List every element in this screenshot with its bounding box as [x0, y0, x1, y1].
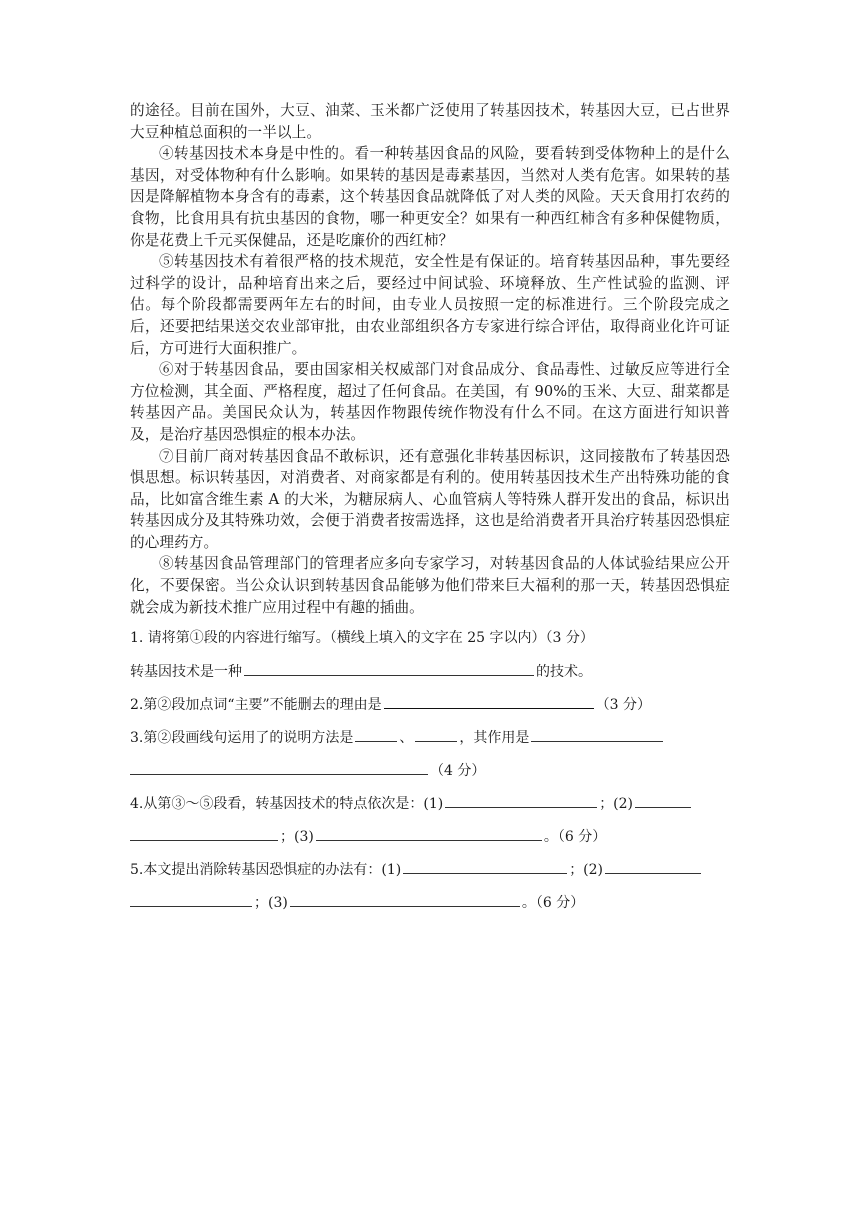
question-1-blank[interactable] [244, 661, 534, 676]
question-4-prompt: 4.从第③～⑤段看，转基因技术的特点依次是：(1) [130, 796, 444, 813]
question-1-prefix: 转基因技术是一种 [130, 664, 242, 681]
paragraph-7: ⑦目前厂商对转基因食品不敢标识，还有意强化非转基因标识，这同接散布了转基因恐惧思想。标识转基因，对消费者、对商家都是有利的。使用转基因技术生产出特殊功能的食品，比如富含维生素 A 的大米，为糖尿病人、心血管病人等特殊人群开发出的食品，标识出转基因成分及其特殊功效，会便于消费者按需选择，这也是给消费者开具治疗转基因恐惧症的心理药方。 [130, 447, 730, 551]
paragraph-6: ⑥对于转基因食品，要由国家相关权威部门对食品成分、食品毒性、过敏反应等进行全方位检测，其全面、严格程度，超过了任何食品。在美国，有 90%的玉米、大豆、甜菜都是转基因产品。美国民众认为，转基因作物跟传统作物没有什么不同。在这方面进行知识普及，是治疗基因恐惧症的根本办法。 [130, 361, 730, 443]
paragraph-continued: 的途径。目前在国外，大豆、油菜、玉米都广泛使用了转基因技术，转基因大豆，已占世界大豆种植总面积的一半以上。 [130, 102, 730, 141]
question-4-blank-3[interactable] [316, 826, 542, 841]
question-1-prompt: 1. 请将第①段的内容进行缩写。（横线上填入的文字在 25 字以内）（3 分） [130, 630, 594, 647]
question-5-line-1 [130, 859, 730, 879]
question-5-blank-2-cont[interactable] [130, 892, 252, 907]
question-5-score: 。（6 分） [521, 895, 585, 912]
question-4-score: 。（6 分） [543, 829, 607, 846]
question-3-blank-method-1[interactable] [355, 727, 397, 742]
question-1-answer-line [130, 661, 730, 681]
question-4-line-2 [130, 826, 730, 846]
question-3-blank-effect[interactable] [531, 727, 663, 742]
question-3-score: （4 分） [430, 763, 486, 780]
question-5-blank-2[interactable] [605, 859, 701, 874]
question-4-blank-2-cont[interactable] [130, 826, 278, 841]
question-2 [130, 694, 730, 714]
question-3-blank-method-2[interactable] [415, 727, 457, 742]
question-3-line-2 [130, 760, 730, 780]
paragraph-8: ⑧转基因食品管理部门的管理者应多向专家学习，对转基因食品的人体试验结果应公开化，不要保密。当公众认识到转基因食品能够为他们带来巨大福利的那一天，转基因恐惧症就会成为新技术推广应用过程中有趣的插曲。 [130, 555, 730, 616]
question-3-blank-effect-cont[interactable] [130, 760, 428, 775]
question-4-sep-1: ；(2) [599, 796, 634, 813]
question-5-line-2 [130, 892, 730, 912]
paragraph-5: ⑤转基因技术有着很严格的技术规范，安全性是有保证的。培育转基因品种，事先要经过科学的设计，品种培育出来之后，要经过中间试验、环境释放、生产性试验的监测、评估。每个阶段都需要两年左右的时间，由专业人员按照一定的标准进行。三个阶段完成之后，还要把结果送交农业部审批，由农业部组织各方专家进行综合评估，取得商业化许可证后，方可进行大面积推广。 [130, 253, 730, 357]
question-5-sep-2: ；(3) [254, 895, 288, 912]
question-5-blank-1[interactable] [403, 859, 567, 874]
question-3-mid: ，其作用是 [459, 730, 530, 747]
question-3-separator: 、 [399, 730, 414, 747]
question-2-score: （3 分） [595, 697, 652, 714]
questions-section [130, 628, 730, 912]
question-3-line-1 [130, 727, 730, 747]
document-page [130, 100, 730, 912]
question-4-line-1 [130, 793, 730, 813]
question-4-sep-2: ；(3) [280, 829, 314, 846]
question-5-prompt: 5.本文提出消除转基因恐惧症的办法有：(1) [130, 862, 402, 879]
question-2-prompt: 2.第②段加点词“主要”不能删去的理由是 [130, 697, 382, 714]
question-2-blank[interactable] [384, 694, 594, 709]
question-5-blank-3[interactable] [290, 892, 520, 907]
question-1-suffix: 的技术。 [536, 664, 592, 681]
question-4-blank-1[interactable] [445, 793, 597, 808]
question-3-prompt: 3.第②段画线句运用了的说明方法是 [130, 730, 354, 747]
paragraph-4: ④转基因技术本身是中性的。看一种转基因食品的风险，要看转到受体物种上的是什么基因，对受体物种有什么影响。如果转的基因是毒素基因，当然对人类有危害。如果转的基因是降解植物本身含有的毒素，这个转基因食品就降低了对人类的风险。天天食用打农药的食物，比食用具有抗虫基因的食物，哪一种更安全？如果有一种西红柿含有多种保健物质，你是花费上千元买保健品，还是吃廉价的西红柿？ [130, 145, 730, 249]
question-4-blank-2[interactable] [635, 793, 691, 808]
question-5-sep-1: ；(2) [569, 862, 604, 879]
